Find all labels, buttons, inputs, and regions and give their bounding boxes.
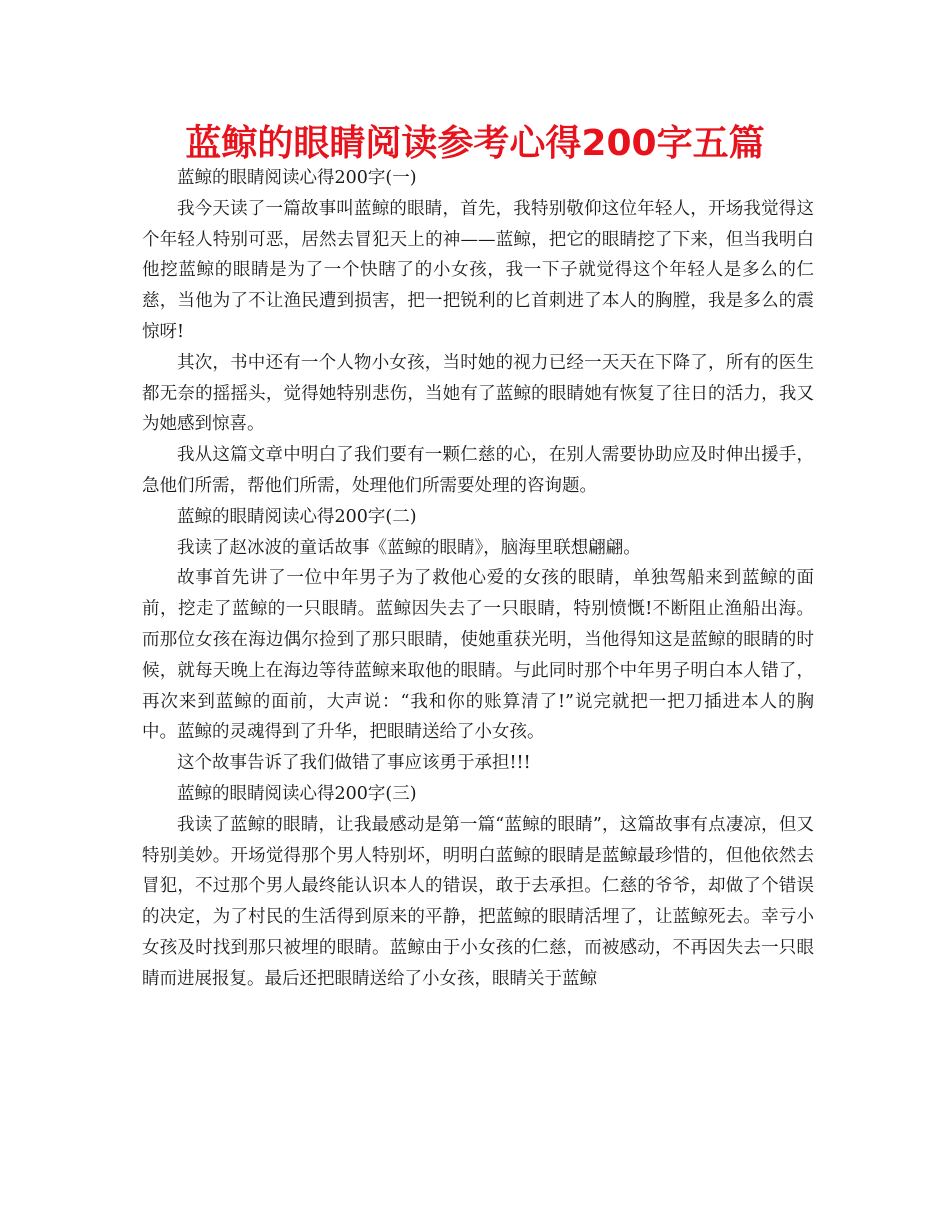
paragraph: 我今天读了一篇故事叫蓝鲸的眼睛，首先，我特别敬仰这位年轻人，开场我觉得这个年轻人特别可恶，居然去冒犯天上的神——蓝鲸，把它的眼睛挖了下来，但当我明白他挖蓝鲸的眼睛是为了一个快瞎了的小女孩，我一下子就觉得这个年轻人是多么的仁慈，当他为了不让渔民遭到损害，把一把锐利的匕首刺进了本人的胸膛，我是多么的震惊呀!: [142, 198, 814, 342]
paragraph: 其次，书中还有一个人物小女孩，当时她的视力已经一天天在下降了，所有的医生都无奈的摇摇头，觉得她特别悲伤，当她有了蓝鲸的眼睛她有恢复了往日的活力，我又为她感到惊喜。: [142, 352, 814, 435]
section-heading-2: 蓝鲸的眼睛阅读心得200字(二): [177, 506, 417, 527]
paragraph: 我读了赵冰波的童话故事《蓝鲸的眼睛》，脑海里联想翩翩。: [177, 537, 641, 558]
paragraph: 这个故事告诉了我们做错了事应该勇于承担!!!: [177, 753, 531, 774]
document-body: [142, 163, 814, 995]
paragraph: 我从这篇文章中明白了我们要有一颗仁慈的心，在别人需要协助应及时伸出援手，急他们所需，帮他们所需，处理他们所需要处理的咨询题。: [142, 445, 814, 496]
document-title: 蓝鲸的眼睛阅读参考心得200字五篇: [185, 123, 765, 164]
paragraph: 故事首先讲了一位中年男子为了救他心爱的女孩的眼睛，单独驾船来到蓝鲸的面前，挖走了蓝鲸的一只眼睛。蓝鲸因失去了一只眼睛，特别愤慨!不断阻止渔船出海。而那位女孩在海边偶尔捡到了那只眼睛，使她重获光明，当他得知这是蓝鲸的眼睛的时候，就每天晚上在海边等待蓝鲸来取他的眼睛。与此同时那个中年男子明白本人错了，再次来到蓝鲸的面前，大声说：“我和你的账算清了!”说完就把一把刀插进本人的胸中。蓝鲸的灵魂得到了升华，把眼睛送给了小女孩。: [142, 568, 814, 743]
section-heading-1: 蓝鲸的眼睛阅读心得200字(一): [177, 168, 417, 188]
paragraph: 我读了蓝鲸的眼睛，让我最感动是第一篇“蓝鲸的眼睛”，这篇故事有点凄凉，但又特别美妙。开场觉得那个男人特别坏，明明白蓝鲸的眼睛是蓝鲸最珍惜的，但他依然去冒犯，不过那个男人最终能认识本人的错误，敢于去承担。仁慈的爷爷，却做了个错误的决定，为了村民的生活得到原来的平静，把蓝鲸的眼睛活埋了，让蓝鲸死去。幸亏小女孩及时找到那只被埋的眼睛。蓝鲸由于小女孩的仁慈，而被感动，不再因失去一只眼睛而进展报复。最后还把眼睛送给了小女孩，眼睛关于蓝鲸: [142, 814, 814, 989]
section-heading-3: 蓝鲸的眼睛阅读心得200字(三): [177, 783, 417, 804]
